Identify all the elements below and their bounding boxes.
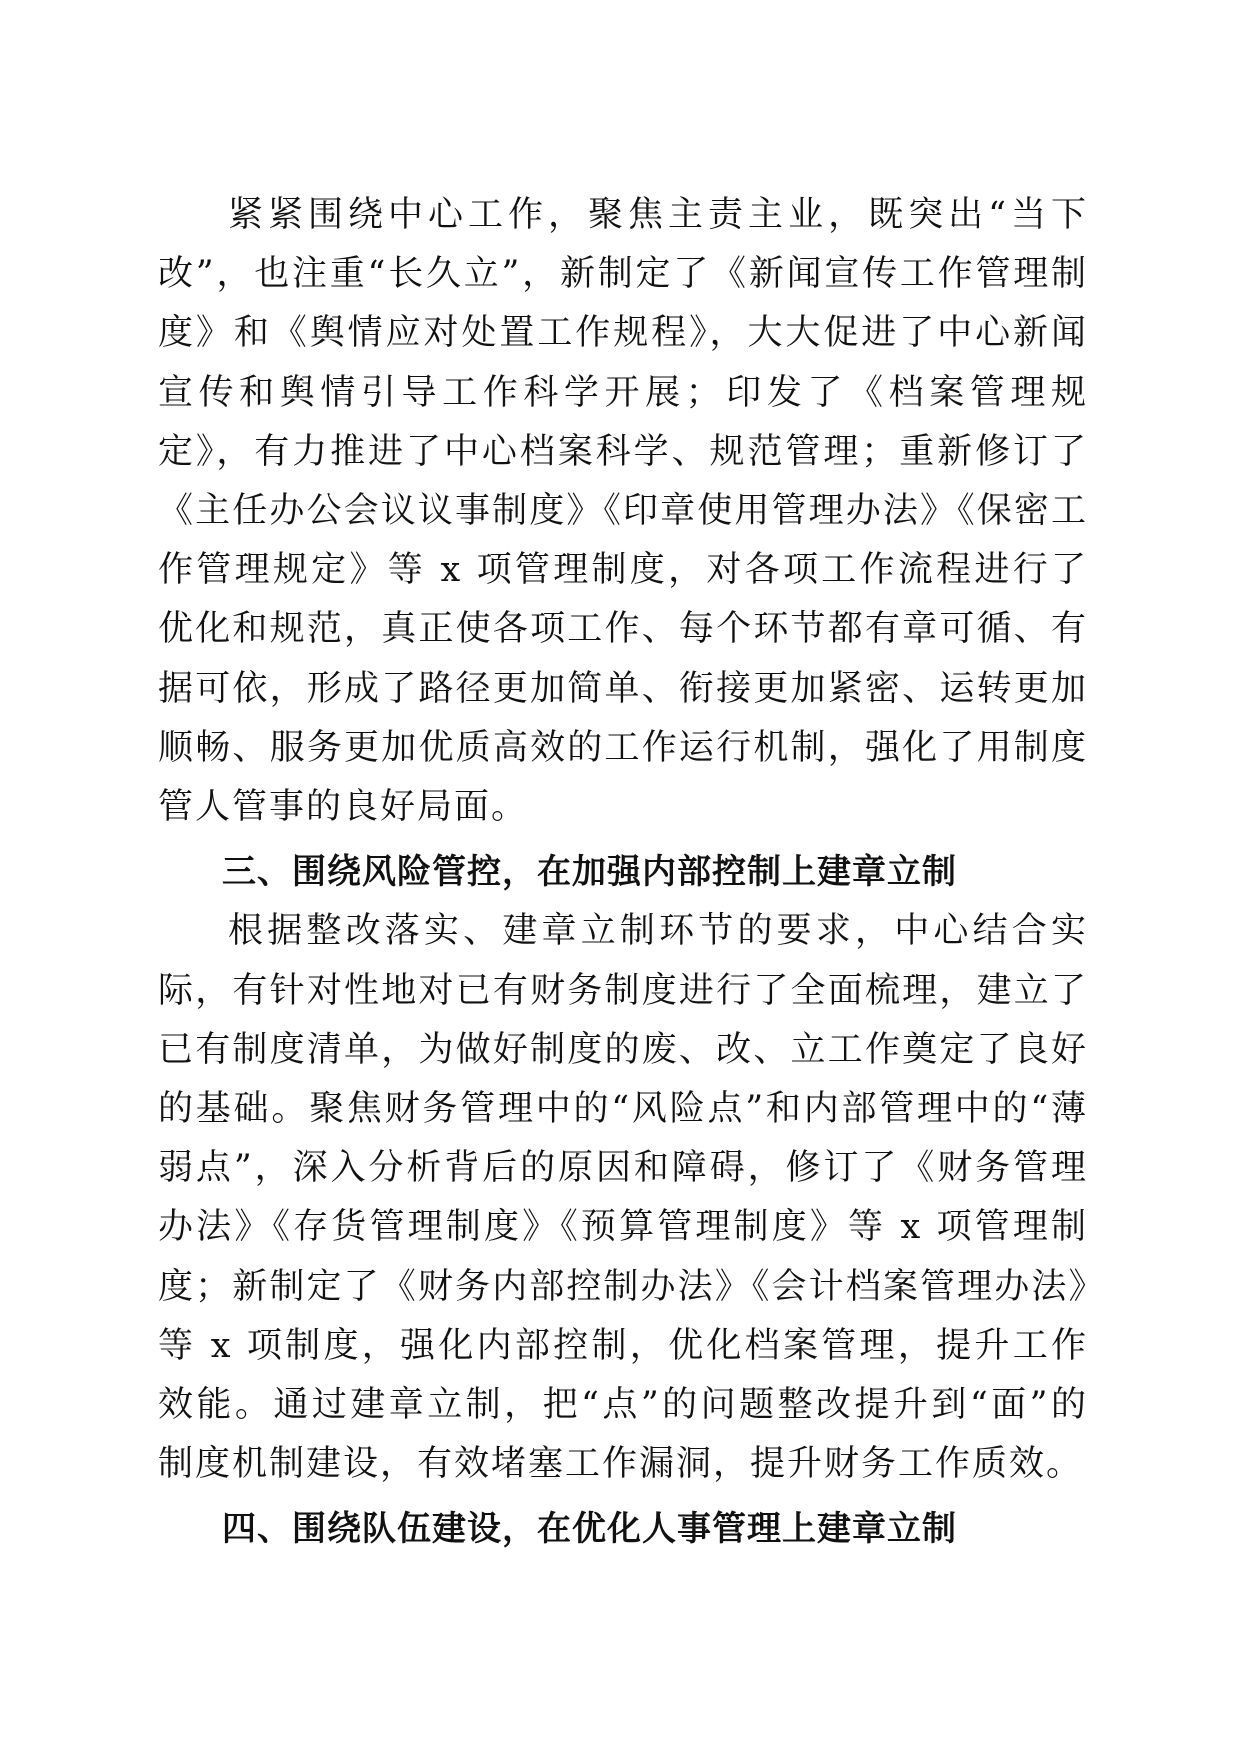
section-heading-team-building: 四、围绕队伍建设，在优化人事管理上建章立制 bbox=[222, 1509, 957, 1550]
section-heading-risk-control: 三、围绕风险管控，在加强内部控制上建章立制 bbox=[222, 852, 957, 893]
document-body bbox=[158, 186, 1088, 1560]
paragraph-internal-control: 根据整改落实、建章立制环节的要求，中心结合实际，有针对性地对已有财务制度进行了全面梳理，建立了已有制度清单，为做好制度的废、改、立工作奠定了良好的基础。聚焦财务管理中的“风险点”和内部管理中的“薄弱点”，深入分析背后的原因和障碍，修订了《财务管理办法》《存货管理制度》《预算管理制度》等 x 项管理制度；新制定了《财务内部控制办法》《会计档案管理办法》等 x 项制度，强化内部控制，优化档案管理，提升工作效能。通过建章立制，把“点”的问题整改提升到“面”的制度机制建设，有效堵塞工作漏洞，提升财务工作质效。 bbox=[158, 911, 1088, 1485]
paragraph-institution-building: 紧紧围绕中心工作，聚焦主责主业，既突出“当下改”，也注重“长久立”，新制定了《新闻宣传工作管理制度》和《舆情应对处置工作规程》，大大促进了中心新闻宣传和舆情引导工作科学开展；印发了《档案管理规定》，有力推进了中心档案科学、规范管理；重新修订了《主任办公会议议事制度》《印章使用管理办法》《保密工作管理规定》等 x 项管理制度，对各项工作流程进行了优化和规范，真正使各项工作、每个环节都有章可循、有据可依，形成了路径更加简单、衔接更加紧密、运转更加顺畅、服务更加优质高效的工作运行机制，强化了用制度管人管事的良好局面。 bbox=[158, 195, 1088, 828]
